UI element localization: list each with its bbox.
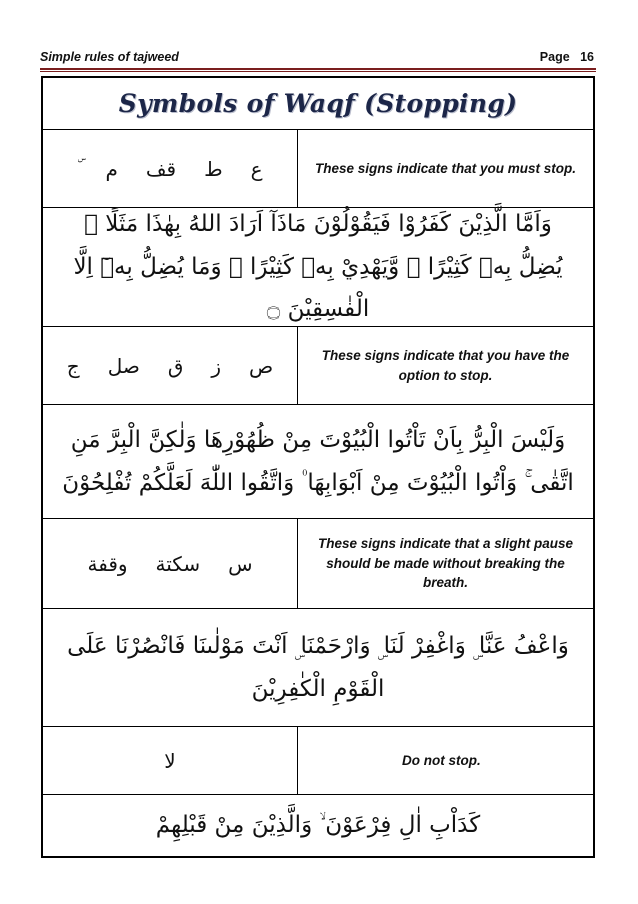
header-rule: [40, 68, 596, 70]
symbol-jeem: ج: [66, 353, 80, 378]
header-rule-thin: [40, 71, 596, 72]
description-cell: These signs indicate that you must stop.: [314, 160, 577, 176]
symbol-la: لا: [164, 748, 176, 773]
symbols-row-do-not-stop: [43, 727, 593, 795]
symbol-sad: ص: [249, 353, 274, 378]
verse-row-slight-pause: [43, 609, 593, 727]
header-book-title: Simple rules of tajweed: [40, 50, 179, 64]
symbols-cell: [43, 519, 298, 608]
quran-verse: وَاعْفُ عَنَّا ۣ وَاغْفِرْ لَنَا ۣ وَارْحَمْنَا ۣ اَنْتَ مَوْلٰىنَا فَانْصُرْنَا عَلَى الْقَوْمِ الْكٰفِرِيْنَ: [67, 632, 569, 702]
verse-row-option-stop: [43, 405, 593, 519]
quran-verse: كَدَاْبِ اٰلِ فِرْعَوْنَ ۙ وَالَّذِيْنَ مِنْ قَبْلِهِمْ: [155, 812, 481, 839]
symbol-ain: ع: [250, 156, 263, 181]
symbol-meem: م: [105, 156, 118, 181]
symbols-row-option-stop: [43, 327, 593, 405]
symbol-saktah: سكتة: [155, 551, 201, 576]
title-row: [43, 78, 593, 130]
description-cell: These signs indicate that a slight pause should be made without breaking the breath.: [317, 536, 574, 591]
verse-row-do-not-stop: [43, 795, 593, 856]
symbol-waqfah: وقفة: [87, 551, 128, 576]
symbol-qaf: ق: [167, 353, 184, 378]
symbols-cell: [43, 130, 298, 207]
quran-verse: وَلَيْسَ الْبِرُّ بِاَنْ تَاْتُوا الْبُيُوْتَ مِنْ ظُهُوْرِهَا وَلٰكِنَّ الْبِرَّ مَنِ اتَّقٰى ۚ وَاْتُوا الْبُيُوْتَ مِنْ اَبْوَابِهَا ۠ وَاتَّقُوا اللّٰهَ لَعَلَّكُمْ تُفْلِحُوْنَ: [62, 426, 574, 496]
symbol-sil: صل: [107, 353, 140, 378]
page-title: Symbols of Waqf (Stopping): [118, 89, 518, 118]
header-page-indicator: [540, 50, 594, 64]
content-table: [41, 76, 595, 858]
symbols-cell: [43, 327, 298, 404]
symbol-seen: س: [228, 551, 253, 576]
symbols-row-slight-pause: [43, 519, 593, 609]
verse-row-must-stop: [43, 208, 593, 327]
symbol-ta: ط: [204, 156, 223, 181]
description-cell: Do not stop.: [402, 752, 481, 768]
header-page-label: Page: [539, 50, 570, 64]
header-page-number: 16: [580, 50, 594, 64]
page-header: [40, 50, 596, 68]
description-cell: These signs indicate that you have the option to stop.: [321, 347, 570, 383]
symbol-zay: ز: [211, 353, 222, 378]
symbols-row-must-stop: [43, 130, 593, 208]
quran-verse: وَاَمَّا الَّذِيْنَ كَفَرُوْا فَيَقُوْلُوْنَ مَاذَآ اَرَادَ اللهُ بِهٰذَا مَثَلًا ۘ يُضِلُّ بِهٖ كَثِيْرًا ۙ وَّيَهْدِيْ بِهٖ كَثِيْرًا ۭ وَمَا يُضِلُّ بِهٖٓ اِلَّا الْفٰسِقِيْنَ ۝: [73, 211, 563, 323]
symbols-cell: [43, 727, 298, 794]
symbol-qif: قف: [145, 156, 177, 181]
